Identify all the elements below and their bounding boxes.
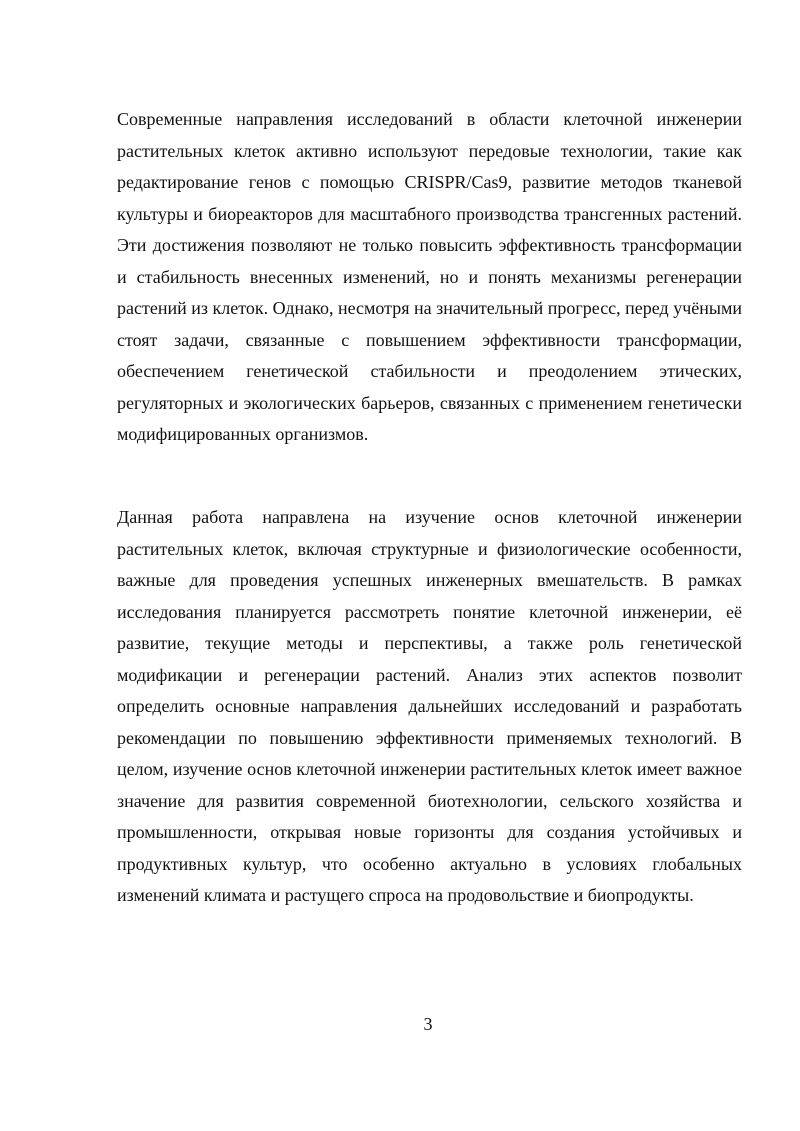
body-paragraph-2: Данная работа направлена на изучение основ клеточной инженерии растительных клеток, включая структурные и физиологические особенности, важные для проведения успешных инженерных вмешательств. В рамках исследования планируется рассмотреть понятие клеточной инженерии, её развитие, текущие методы и перспективы, а также роль генетической модификации и регенерации растений. Анализ этих аспектов позволит определить основные направления дальнейших исследований и разработать рекомендации по повышению эффективности применяемых технологий. В целом, изучение основ клеточной инженерии растительных клеток имеет важное значение для развития современной биотехнологии, сельского хозяйства и промышленности, открывая новые горизонты для создания устойчивых и продуктивных культур, что особенно актуально в условиях глобальных изменений климата и растущего спроса на продовольствие и биопродукты. bbox=[117, 507, 742, 905]
body-paragraph-1: Современные направления исследований в области клеточной инженерии растительных клеток активно используют передовые технологии, такие как редактирование генов с помощью CRISPR/Cas9, развитие методов тканевой культуры и биореакторов для масштабного производства трансгенных растений. Эти достижения позволяют не только повысить эффективность трансформации и стабильность внесенных изменений, но и понять механизмы регенерации растений из клеток. Однако, несмотря на значительный прогресс, перед учёными стоят задачи, связанные с повышением эффективности трансформации, обеспечением генетической стабильности и преодолением этических, регуляторных и экологических барьеров, связанных с применением генетически модифицированных организмов. bbox=[117, 109, 742, 444]
page-number: 3 bbox=[423, 1014, 433, 1034]
